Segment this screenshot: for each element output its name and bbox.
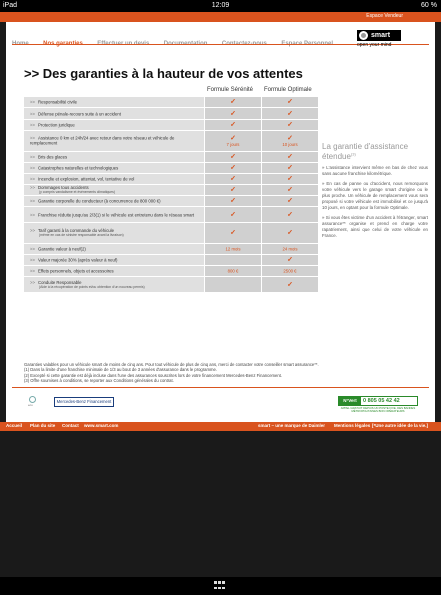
serenite-cell: [205, 255, 261, 265]
row-label: Assistance 0 km et 24h/24 avec retour dans votre réseau et véhicule de remplacement: [30, 135, 175, 146]
serenite-cell: [205, 277, 261, 292]
clock: 12:09: [211, 2, 230, 9]
page-title: >> Des garanties à la hauteur de vos attentes: [24, 66, 303, 81]
partner-logos: [24, 394, 434, 416]
check-icon: ✓: [230, 197, 236, 205]
optimale-value: [262, 211, 318, 218]
footnote-3: (3) Offre soumises à conditions, se reporter aux Conditions générales du contrat.: [24, 378, 174, 384]
serenite-value: [205, 247, 261, 252]
check-icon: ✓: [287, 164, 293, 172]
numero-vert-badge[interactable]: [338, 396, 418, 406]
row-label-cell: >> Assistance 0 km et 24h/24 avec retour dans votre réseau et véhicule de remplacement: [24, 131, 204, 151]
row-label: Effets personnels, objets et accessoires: [38, 268, 114, 274]
table-row: [24, 265, 318, 276]
serenite-value: [205, 154, 261, 161]
optimale-value: [262, 176, 318, 183]
garanties-table: [24, 85, 318, 292]
serenite-cell: [205, 196, 261, 206]
serenite-cell: [205, 131, 261, 151]
table-row: [24, 107, 318, 119]
sidebar-paragraph: » L'assistance intervient même en bas de chez vous sans aucune franchise kilométrique.: [322, 165, 428, 177]
optimale-cell: [262, 152, 318, 162]
optimale-cell: [262, 120, 318, 130]
col-header-serenite: Formule Sérénité: [207, 87, 254, 93]
check-icon: ✓: [230, 175, 236, 183]
check-icon: ✓: [287, 211, 293, 218]
table-header: [24, 85, 318, 96]
col-header-optimale: Formule Optimale: [264, 87, 312, 93]
serenite-cell: [205, 120, 261, 130]
footnote-2: (2) Excepté si cette garantie est déjà incluse dans l'une des assurances souscrites lors de votre financement Mercedes-Benz Financement.: [24, 372, 282, 378]
row-sublabel: (même en cas de sinistre responsable avant la livraison): [39, 233, 124, 238]
optimale-cell: [262, 207, 318, 222]
footnote-main: Garanties valables pour un véhicule smart de moins de cinq ans. Pour tout véhicule de plus de cinq ans, merci de contacter votre conseiller smart assurance**.: [24, 362, 319, 367]
table-row: [24, 222, 318, 243]
row-label-cell: >> Protection juridique: [24, 120, 204, 130]
row-label: Garantie valeur à neuf(2): [38, 246, 86, 252]
row-label: Responsabilité civile: [38, 99, 77, 105]
footer-link-accueil[interactable]: Accueil: [6, 423, 23, 428]
row-label-cell: >> Catastrophes naturelles et technologiques: [24, 163, 204, 173]
row-label-cell: >> Franchise réduite jusqu'au 2/3(1) si le véhicule est entretenu dans le réseau smart: [24, 207, 204, 222]
optimale-cell: [262, 244, 318, 254]
serenite-value: [205, 176, 261, 183]
serenite-cell: [205, 163, 261, 173]
check-icon: ✓: [287, 186, 293, 194]
footer-link-smart-com[interactable]: www.smart.com: [84, 423, 119, 428]
sidebar-paragraph: » En cas de panne ou d'accident, nous remorquons votre véhicule vers le garage smart d'origine ou le plus proche. Un véhicule de remplacement vous sera proposé si votre véhicule est immobilisé et ce jusqu'à 10 jours, en optant pour la formule Optimale.: [322, 181, 428, 210]
optimale-value: [262, 110, 318, 117]
table-row: [24, 243, 318, 254]
table-row: [24, 119, 318, 130]
serenite-value: [205, 165, 261, 172]
row-label-cell: >> Garantie valeur à neuf(2): [24, 244, 204, 254]
row-label: Garantie corporelle du conducteur (à concurrence de 800 000 €): [38, 198, 161, 204]
footer-link-contact[interactable]: Contact: [62, 423, 79, 428]
check-icon: ✓: [230, 229, 236, 237]
check-icon: ✓: [230, 211, 236, 218]
check-icon: ✓: [287, 175, 293, 183]
smart-logo-icon: [359, 31, 368, 40]
row-sublabel: (y compris vandalisme et événements climatiques): [39, 190, 115, 195]
footer-link-plan-du-site[interactable]: Plan du site: [30, 423, 56, 428]
optimale-cell: [262, 266, 318, 276]
optimale-value: [262, 187, 318, 194]
optimale-value: [262, 247, 318, 252]
check-icon: ✓: [230, 153, 236, 161]
table-row: [24, 173, 318, 184]
table-row: [24, 195, 318, 206]
optimale-value: [262, 154, 318, 161]
serenite-cell: [205, 174, 261, 184]
serenite-value: [205, 135, 261, 147]
check-icon: ✓: [287, 229, 293, 237]
numero-vert-caption: APPEL GRATUIT DEPUIS UN POSTE FIXE, DES BANDES MÉTROPOLITAINES BON OPÉRATEURS: [340, 406, 416, 414]
cell-text: 800 €: [227, 268, 239, 274]
optimale-cell: [262, 163, 318, 173]
espace-vendeur-link[interactable]: Espace Vendeur: [366, 13, 403, 19]
table-row: [24, 162, 318, 173]
check-icon: ✓: [230, 121, 236, 129]
optimale-value: [262, 230, 318, 237]
row-label: Incendie et explosion, attentat, vol, tentative de vol: [38, 176, 135, 182]
check-icon: ✓: [230, 110, 236, 117]
serenite-cell: [205, 108, 261, 119]
optimale-cell: [262, 174, 318, 184]
empty-viewport: [0, 431, 441, 577]
row-label: Tarif garanti à la commande du véhicule: [38, 228, 114, 234]
check-icon: ✓: [287, 110, 293, 117]
footnotes: [24, 362, 324, 384]
bottom-divider: [12, 387, 429, 388]
serenite-value: [205, 122, 261, 129]
check-icon: ✓: [230, 186, 236, 194]
optimale-value: [262, 135, 318, 147]
numero-vert-number: 0 805 05 42 42: [363, 398, 400, 404]
serenite-cell: [205, 185, 261, 195]
footer-daimler[interactable]: smart – une marque de Daimler: [258, 423, 326, 428]
optimale-value: [262, 269, 318, 274]
optimale-value: [262, 122, 318, 129]
logo-slogan: open your mind: [357, 42, 392, 48]
serenite-value: [205, 269, 261, 274]
serenite-value: [205, 211, 261, 218]
check-icon: ✓: [230, 135, 236, 142]
assistance-sidebar: [322, 142, 428, 239]
serenite-cell: [205, 97, 261, 107]
optimale-value: [262, 257, 318, 264]
check-icon: ✓: [287, 281, 293, 288]
battery-label: 60 %: [421, 2, 437, 9]
row-label-cell: >> Garantie corporelle du conducteur (à concurrence de 800 000 €): [24, 196, 204, 206]
row-sublabel: (Aide à la récupération de points et/ou obtention d'un nouveau permis): [39, 285, 145, 290]
optimale-cell: [262, 108, 318, 119]
row-label-cell: >> Bris des glaces: [24, 152, 204, 162]
carrier-label: iPad: [3, 2, 18, 9]
row-label-cell: >> Incendie et explosion, attentat, vol, tentative de vol: [24, 174, 204, 184]
check-icon: ✓: [287, 135, 293, 142]
row-label-cell: >> Défense pénale-recours suite à un accident: [24, 108, 204, 119]
footer-mentions-legales[interactable]: Mentions légales: [334, 423, 371, 428]
serenite-cell: [205, 152, 261, 162]
row-label-cell: >> Dommages tous accidents (y compris vandalisme et événements climatiques): [24, 185, 204, 195]
sidebar-paragraph: » Si vous êtes victime d'un accident à l'étranger, smart assurance** organise et prend en charge votre rapatriement, ainsi que celui de votre véhicule en France.: [322, 214, 428, 238]
table-row: [24, 96, 318, 107]
check-icon: ✓: [287, 121, 293, 129]
table-row: [24, 276, 318, 292]
serenite-value: [205, 198, 261, 205]
row-label: Franchise réduite jusqu'au 2/3(1) si le véhicule est entretenu dans le réseau smart: [38, 211, 195, 217]
mercedes-benz-financement-logo[interactable]: Mercedes-Benz Financement: [54, 397, 114, 407]
table-row: [24, 130, 318, 151]
row-label-cell: >> Responsabilité civile: [24, 97, 204, 107]
table-row: [24, 254, 318, 265]
optimale-cell: [262, 97, 318, 107]
row-label: Conduite Responsable: [38, 279, 82, 285]
table-row: [24, 206, 318, 222]
row-label-cell: >> Valeur majorée 30% (après valeur à neuf): [24, 255, 204, 265]
optimale-cell: [262, 255, 318, 265]
serenite-value: [205, 110, 261, 117]
serenite-cell: [205, 207, 261, 222]
row-label: Valeur majorée 30% (après valeur à neuf): [38, 257, 118, 263]
cell-text: 7 jours: [226, 142, 240, 147]
cell-text: 2500 €: [283, 268, 297, 274]
serenite-cell: [205, 244, 261, 254]
optimale-value: [262, 281, 318, 288]
recycle-icon: eco: [28, 396, 38, 408]
serenite-cell: [205, 266, 261, 276]
check-icon: ✓: [230, 164, 236, 172]
check-icon: ✓: [287, 98, 293, 106]
serenite-cell: [205, 223, 261, 243]
optimale-value: [262, 165, 318, 172]
row-label: Défense pénale-recours suite à un accident: [38, 110, 121, 116]
optimale-cell: [262, 185, 318, 195]
optimale-value: [262, 198, 318, 205]
check-icon: ✓: [287, 197, 293, 205]
smart-logo[interactable]: smart open your mind: [357, 30, 401, 48]
page-content: [6, 22, 435, 422]
app-grid-icon[interactable]: [214, 581, 226, 591]
row-label: Catastrophes naturelles et technologiques: [38, 165, 119, 171]
optimale-cell: [262, 196, 318, 206]
footer-tagline: [*Une autre idée de la vie.]: [372, 423, 429, 428]
row-label-cell: >> Tarif garanti à la commande du véhicule (même en cas de sinistre responsable avant la livraison): [24, 223, 204, 243]
row-label-cell: >> Conduite Responsable (Aide à la récupération de points et/ou obtention d'un nouveau permis): [24, 277, 204, 292]
optimale-cell: [262, 277, 318, 292]
row-label: Dommages tous accidents: [38, 185, 89, 191]
optimale-value: [262, 99, 318, 106]
footer-bar: [0, 422, 441, 431]
cell-text: 10 jours: [282, 142, 298, 147]
main-nav: [12, 32, 343, 42]
optimale-cell: [262, 131, 318, 151]
serenite-value: [205, 99, 261, 106]
numero-vert-label: N°Vert: [339, 397, 361, 405]
table-row: [24, 184, 318, 195]
cell-text: 24 mois: [282, 246, 298, 252]
check-icon: ✓: [287, 153, 293, 161]
row-label: Bris des glaces: [38, 154, 68, 160]
serenite-value: [205, 230, 261, 237]
row-label-cell: >> Effets personnels, objets et accessoires: [24, 266, 204, 276]
bottom-dock: [0, 577, 441, 595]
table-row: [24, 151, 318, 162]
serenite-value: [205, 187, 261, 194]
check-icon: ✓: [230, 98, 236, 106]
status-bar: [0, 0, 441, 12]
cell-text: 12 mois: [225, 246, 241, 252]
footnote-1: (1) Dans la limite d'une franchise minimale de 1/3 au bout de 3 années d'assurance dans le programme.: [24, 367, 217, 373]
check-icon: ✓: [287, 256, 293, 264]
sidebar-title: La garantie d'assistance étendue$^{(3)}$: [322, 142, 409, 161]
optimale-cell: [262, 223, 318, 243]
top-bar: [0, 12, 441, 22]
row-label: Protection juridique: [38, 122, 75, 128]
